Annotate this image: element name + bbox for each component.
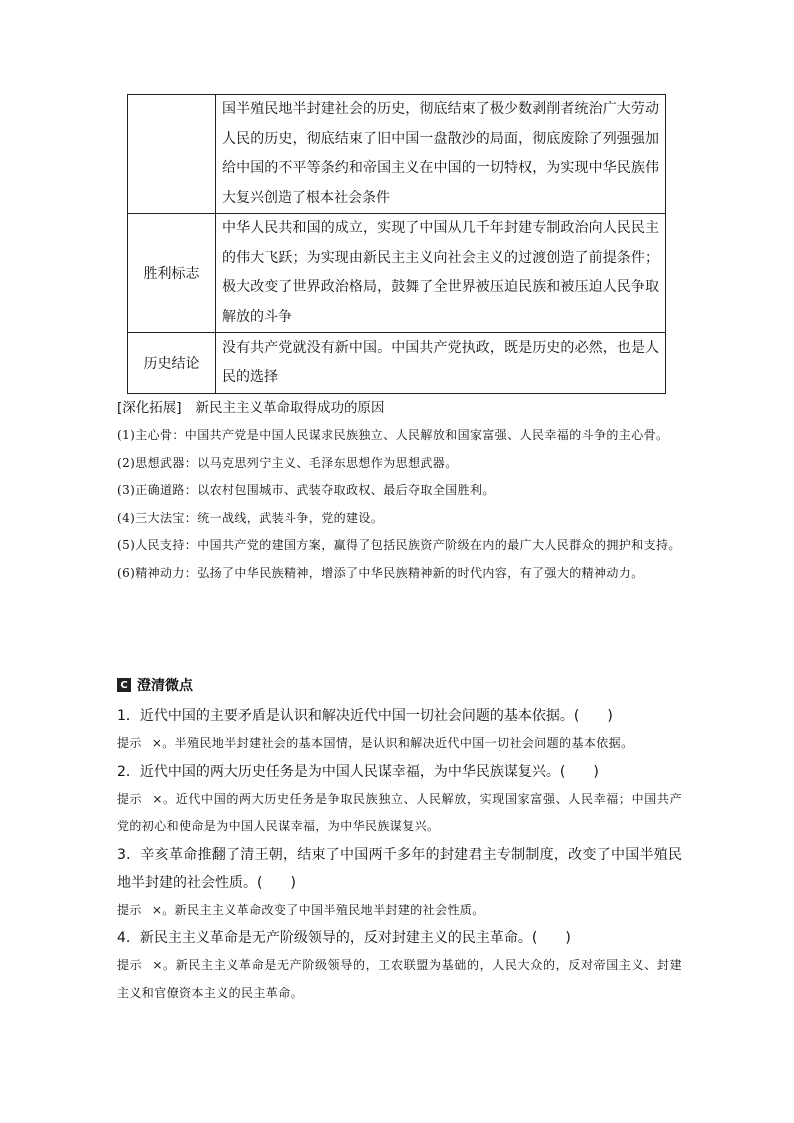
list-item: (5)人民支持：中国共产党的建国方案，赢得了包括民族资产阶级在内的最广大人民群众的拥护和支持。: [117, 538, 681, 552]
hint-body: ×。近代中国的两大历史任务是争取民族独立、人民解放，实现国家富强、人民幸福；中国共产党的初心和使命是为中国人民谋幸福，为中华民族谋复兴。: [117, 791, 682, 833]
list-item: (1)主心骨：中国共产党是中国人民谋求民族独立、人民解放和国家富强、人民幸福的斗争的主心骨。: [117, 428, 669, 442]
row-label: 历史结论: [128, 333, 216, 394]
table-row: [128, 333, 666, 394]
row-content: 没有共产党就没有新中国。中国共产党执政，既是历史的必然，也是人民的选择: [216, 333, 666, 394]
clarify-list: [117, 702, 682, 1007]
hint-text: [117, 897, 682, 925]
hint-body: ×。新民主主义革命是无产阶级领导的，工农联盟为基础的，人民大众的，反对帝国主义、封建主义和官僚资本主义的民主革命。: [117, 958, 682, 1000]
hint-text: [117, 952, 682, 1007]
row-label: 胜利标志: [128, 214, 216, 333]
hint-body: ×。半殖民地半封建社会的基本国情，是认识和解决近代中国一切社会问题的基本依据。: [151, 736, 634, 750]
hint-label: 提示: [117, 958, 143, 972]
hint-body: ×。新民主主义革命改变了中国半殖民地半封建的社会性质。: [151, 902, 485, 917]
deepen-heading: [117, 396, 385, 416]
section-c-icon: C: [117, 678, 131, 692]
hint-label: 提示: [117, 736, 142, 750]
deepen-list: [117, 422, 682, 587]
table-row: [128, 95, 666, 214]
hint-text: [117, 786, 682, 841]
table-row: [128, 214, 666, 333]
list-item: (6)精神动力：弘扬了中华民族精神，增添了中华民族精神新的时代内容，有了强大的精神动力。: [117, 565, 644, 580]
question-text: 2．近代中国的两大历史任务是为中国人民谋幸福，为中华民族谋复兴。( ): [117, 763, 599, 780]
row-content: 国半殖民地半封建社会的历史，彻底结束了极少数剥削者统治广大劳动人民的历史，彻底结束了旧中国一盘散沙的局面，彻底废除了列强强加给中国的不平等条约和帝国主义在中国的一切特权，为实现中华民族伟大复兴创造了根本社会条件: [216, 95, 666, 214]
question-text: 3．辛亥革命推翻了清王朝，结束了中国两千多年的封建君主专制制度，改变了中国半殖民地半封建的社会性质。( ): [117, 846, 682, 891]
list-item: (2)思想武器：以马克思列宁主义、毛泽东思想作为思想武器。: [117, 455, 458, 470]
row-content: 中华人民共和国的成立，实现了中国从几千年封建专制政治向人民民主的伟大飞跃；为实现由新民主主义向社会主义的过渡创造了前提条件；极大改变了世界政治格局，鼓舞了全世界被压迫民族和被压迫人民争取解放的斗争: [216, 214, 666, 333]
question-text: 1．近代中国的主要矛盾是认识和解决近代中国一切社会问题的基本依据。( ): [117, 708, 613, 724]
list-item: (4)三大法宝：统一战线，武装斗争，党的建设。: [117, 510, 384, 525]
clarify-heading: [117, 675, 193, 695]
summary-table: [127, 94, 666, 394]
hint-label: 提示: [117, 791, 143, 806]
list-item: (3)正确道路：以农村包围城市、武装夺取政权、最后夺取全国胜利。: [117, 483, 495, 497]
hint-label: 提示: [117, 902, 142, 917]
question-text: 4．新民主主义革命是无产阶级领导的，反对封建主义的民主革命。( ): [117, 930, 571, 946]
deepen-tag: [深化拓展]: [117, 400, 182, 416]
hint-text: [117, 730, 682, 758]
row-label: [128, 95, 216, 214]
deepen-title: 新民主主义革命取得成功的原因: [195, 400, 385, 416]
clarify-title: 澄清微点: [137, 678, 193, 694]
